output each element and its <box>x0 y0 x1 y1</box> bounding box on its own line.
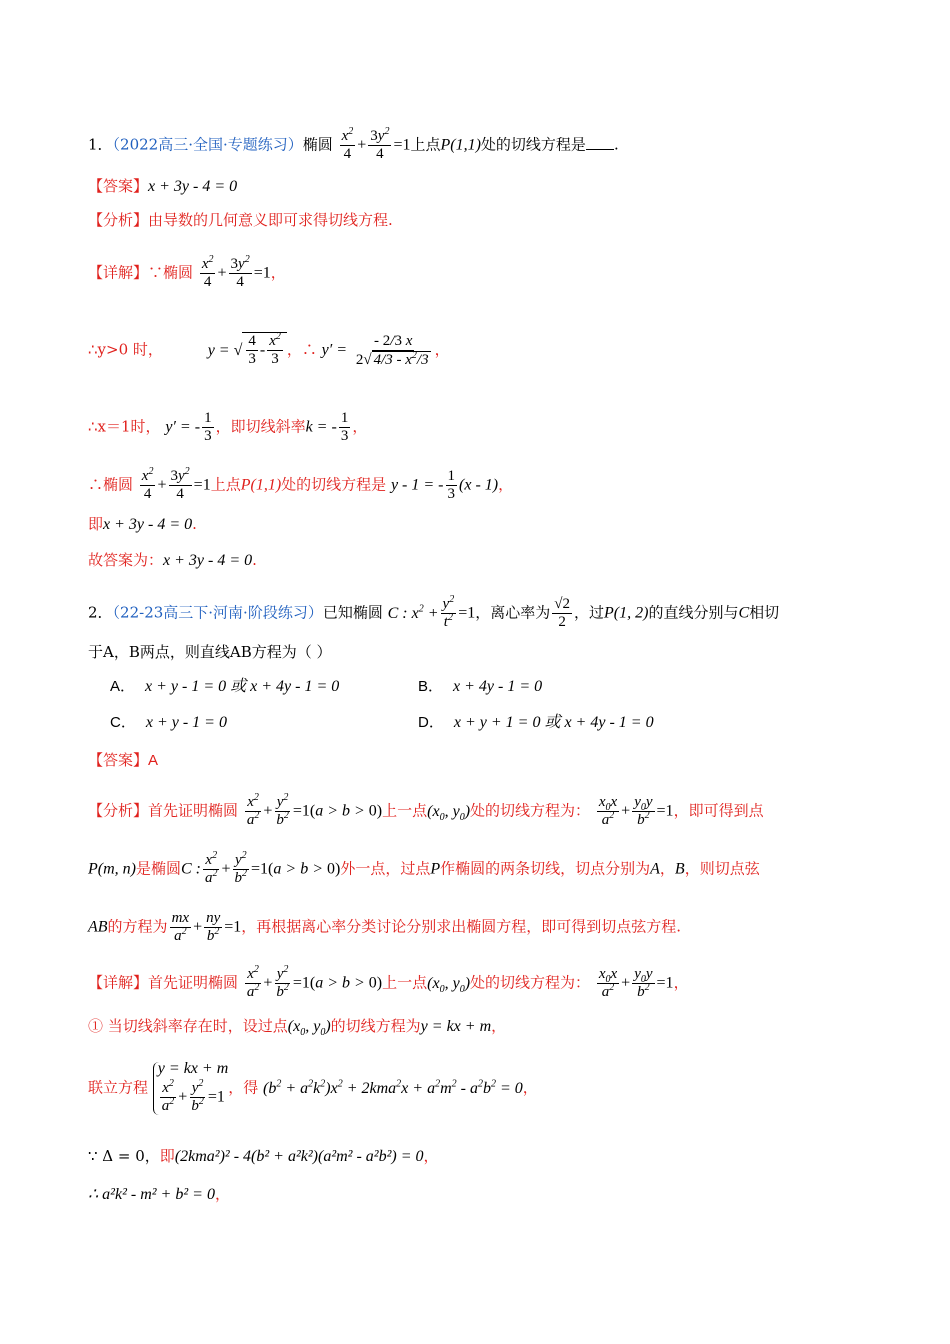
q1-step-ji: 即x + 3y - 4 = 0. <box>88 515 197 533</box>
q2-stem-text: 已知椭圆 <box>322 603 383 622</box>
q1-step-tangent: ∴椭圆 $\frac{x^2}{4}$ + $\frac{3y^2}{4}$ =1上点P(1,1)处的切线方程是 y - 1 = - $\frac{1}{3}$ (x - 1)， <box>88 466 514 502</box>
analysis-tag: 【分析】 <box>88 801 149 820</box>
last-expr: ∴ a²k² - m² + b² = 0 <box>88 1186 215 1203</box>
step-text: ，即切线斜率 <box>215 417 306 436</box>
q2-delta: ∵ Δ = 0，即(2kma²)² - 4(b² + a²k²)(a²m² - a²b²) = 0， <box>88 1147 439 1165</box>
q2-answer <box>88 750 158 771</box>
option-expr: x + y - 1 = 0 或 x + 4y - 1 = 0 <box>145 678 340 695</box>
q1-step-y: ∴y>0 时， y = √ $\frac{4}{3}$ - $\frac{x^2}{3}$ ，∴ y′ = $\frac{- 2/3 x}{2√ 4/3 - x^2/3}$ ， <box>88 331 450 368</box>
option-a[interactable] <box>110 676 339 697</box>
step-expr: x + 3y - 4 = 0 <box>103 516 193 533</box>
fraction: $\frac{x^2}{4}$ <box>341 126 354 162</box>
q1-source: （2022高三·全国·专题练习） <box>112 135 303 154</box>
case-text: 的切线方程为 <box>330 1017 421 1035</box>
final-text: 故答案为： <box>88 551 164 569</box>
option-d[interactable] <box>418 712 654 733</box>
delta-text: 即 <box>159 1147 175 1165</box>
q2-stem: 2．（22-23高三下·河南·阶段练习）已知椭圆 C : $x^2$ + $\frac{y^2}{t^2}$ =1，离心率为 $\frac{√2}{2}$ ，过P(1, 2)的直线分别与C相切 <box>88 594 780 630</box>
q1-stem-text: 上点 <box>410 135 441 154</box>
q1-stem: 1．（2022高三·全国·专题练习）椭圆 $\frac{x^2}{4}$ + $\frac{3y^2}{4}$ =1上点P(1,1)处的切线方程是 . <box>88 126 619 162</box>
q1-point: P(1,1) <box>240 476 282 494</box>
q1-step-x: ∴x＝1时， y′ = - $\frac{1}{3}$ ，即切线斜率k = - $\frac{1}{3}$ ， <box>88 410 368 444</box>
final-expr: x + 3y - 4 = 0 <box>163 552 253 569</box>
q2-analysis-3: AB的方程为 $\frac{mx}{a^2}$ + $\frac{ny}{b^2}$ =1，再根据离心率分类讨论分别求出椭圆方程，即可得到切点弦方程. <box>88 910 682 944</box>
q1-detail: 【详解】∵椭圆 $\frac{x^2}{4}$ + $\frac{3y^2}{4}$ =1， <box>88 254 286 290</box>
analysis-text: 外一点，过点 <box>340 859 431 878</box>
q2-stem-text: 的直线分别与 <box>648 603 739 622</box>
step-text: ∴椭圆 <box>88 475 134 494</box>
q2-case1: ① 当切线斜率存在时，设过点($x_0$, $y_0$)的切线方程为y = kx + m， <box>88 1017 507 1039</box>
fraction: $\frac{x^2}{4}$ <box>201 254 214 290</box>
detail-text: ∵椭圆 <box>148 263 194 282</box>
option-label: C． <box>110 714 136 731</box>
fraction: $\frac{3y^2}{4}$ <box>370 126 390 162</box>
system-text: ，得 <box>228 1078 259 1097</box>
answer-tag: 【答案】 <box>88 751 149 769</box>
option-expr: x + y + 1 = 0 或 x + 4y - 1 = 0 <box>453 714 654 731</box>
step-text: ∴x＝1时， <box>88 417 161 436</box>
q1-stem-end: . <box>613 135 619 154</box>
delta-text: ∵ Δ = 0， <box>88 1147 160 1165</box>
q2-stem-text: ，过 <box>573 603 604 622</box>
detail-text: 上一点 <box>382 973 428 992</box>
q2-stem-line2: 于A，B两点，则直线AB方程为（ ） <box>88 643 332 661</box>
option-expr: x + 4y - 1 = 0 <box>453 678 543 695</box>
step-text: 即 <box>88 515 104 533</box>
answer-value: A <box>148 752 159 769</box>
option-expr: x + y - 1 = 0 <box>145 714 227 731</box>
case-text: ① 当切线斜率存在时，设过点 <box>88 1017 288 1035</box>
q2-number: 2． <box>88 603 113 622</box>
step-text: 上点 <box>210 475 241 494</box>
option-c[interactable] <box>110 712 227 733</box>
system-text: 联立方程 <box>88 1078 149 1097</box>
q2-analysis-2: P(m, n)是椭圆C : $\frac{x^2}{a^2}$ + $\frac{y^2}{b^2}$ =1(a > b > 0)外一点，过点P作椭圆的两条切线，切点分别为A，B，则切点弦 <box>88 850 760 886</box>
delta-expr: (2kma²)² - 4(b² + a²k²)(a²m² - a²b²) = 0 <box>174 1148 424 1165</box>
analysis-text: 是椭圆 <box>135 859 181 878</box>
analysis-text: ，再根据离心率分类讨论分别求出椭圆方程，即可得到切点弦方程. <box>241 917 682 936</box>
analysis-tag: 【分析】 <box>88 211 149 229</box>
answer-blank <box>586 135 614 150</box>
analysis-text: ，即可得到点 <box>673 801 764 820</box>
analysis-text: 的方程为 <box>107 917 168 936</box>
q2-last: ∴ a²k² - m² + b² = 0， <box>88 1185 230 1203</box>
derivative-fraction: $\frac{- 2/3 x}{2√ 4/3 - x^2/3}$ <box>355 332 429 368</box>
analysis-text: 由导数的几何意义即可求得切线方程. <box>148 211 393 229</box>
analysis-text: ，则切点弦 <box>684 859 760 878</box>
option-b[interactable] <box>418 676 542 697</box>
analysis-text: 上一点 <box>382 801 428 820</box>
option-label: A． <box>110 678 136 695</box>
q2-analysis-1: 【分析】首先证明椭圆 $\frac{x^2}{a^2}$ + $\frac{y^2}{b^2}$ =1(a > b > 0)上一点($x_0$, $y_0$)处的切线方程为： $\frac{x_0x}{a^2}$ + $\frac{y_0y}{b^2}$ =1，即可得到点 <box>88 792 764 828</box>
detail-text: 处的切线方程为： <box>470 973 591 992</box>
case-expr: y = kx + m <box>420 1018 492 1035</box>
q1-stem-text: 处的切线方程是 <box>480 135 586 154</box>
answer-tag: 【答案】 <box>88 177 149 195</box>
detail-tag: 【详解】 <box>88 263 149 282</box>
analysis-text: 作椭圆的两条切线，切点分别为 <box>440 859 651 878</box>
q2-source: （22-23高三下·河南·阶段练习） <box>112 603 323 622</box>
q2-system: 联立方程 y = kx + m $\frac{x^2}{a^2}$ + $\frac{y^2}{b^2}$ =1 ，得 $(b^2 + a^2k^2)x^2 + 2kma^2x + a^2m^2 - a^2b^2 = 0$， <box>88 1060 538 1114</box>
analysis-text: 处的切线方程为： <box>470 801 591 820</box>
q1-answer <box>88 176 237 197</box>
step-text: 处的切线方程是 <box>281 475 387 494</box>
step-text: ∴y>0 时， <box>88 340 163 359</box>
q1-analysis <box>88 210 393 230</box>
detail-tag: 【详解】 <box>88 973 149 992</box>
q1-final: 故答案为：x + 3y - 4 = 0. <box>88 551 257 569</box>
fraction: $\frac{3y^2}{4}$ <box>230 254 250 290</box>
q2-stem-text: ，离心率为 <box>475 603 551 622</box>
q1-number: 1． <box>88 135 113 154</box>
step-text: ，∴ <box>286 340 317 359</box>
equation-system: y = kx + m $\frac{x^2}{a^2}$ + $\frac{y^2}{b^2}$ =1 <box>153 1062 228 1115</box>
q2-stem-text: 相切 <box>749 603 780 622</box>
q2-detail: 【详解】首先证明椭圆 $\frac{x^2}{a^2}$ + $\frac{y^2}{b^2}$ =1(a > b > 0)上一点($x_0$, $y_0$)处的切线方程为： $\frac{x_0x}{a^2}$ + $\frac{y_0y}{b^2}$ =1， <box>88 964 689 1000</box>
answer-expr: x + 3y - 4 = 0 <box>148 178 238 195</box>
analysis-text: 首先证明椭圆 <box>148 801 239 820</box>
option-label: D． <box>418 714 444 731</box>
q1-stem-text: 椭圆 <box>302 135 333 154</box>
q1-point: P(1,1) <box>440 136 481 154</box>
option-label: B． <box>418 678 444 695</box>
detail-text: 首先证明椭圆 <box>148 973 239 992</box>
